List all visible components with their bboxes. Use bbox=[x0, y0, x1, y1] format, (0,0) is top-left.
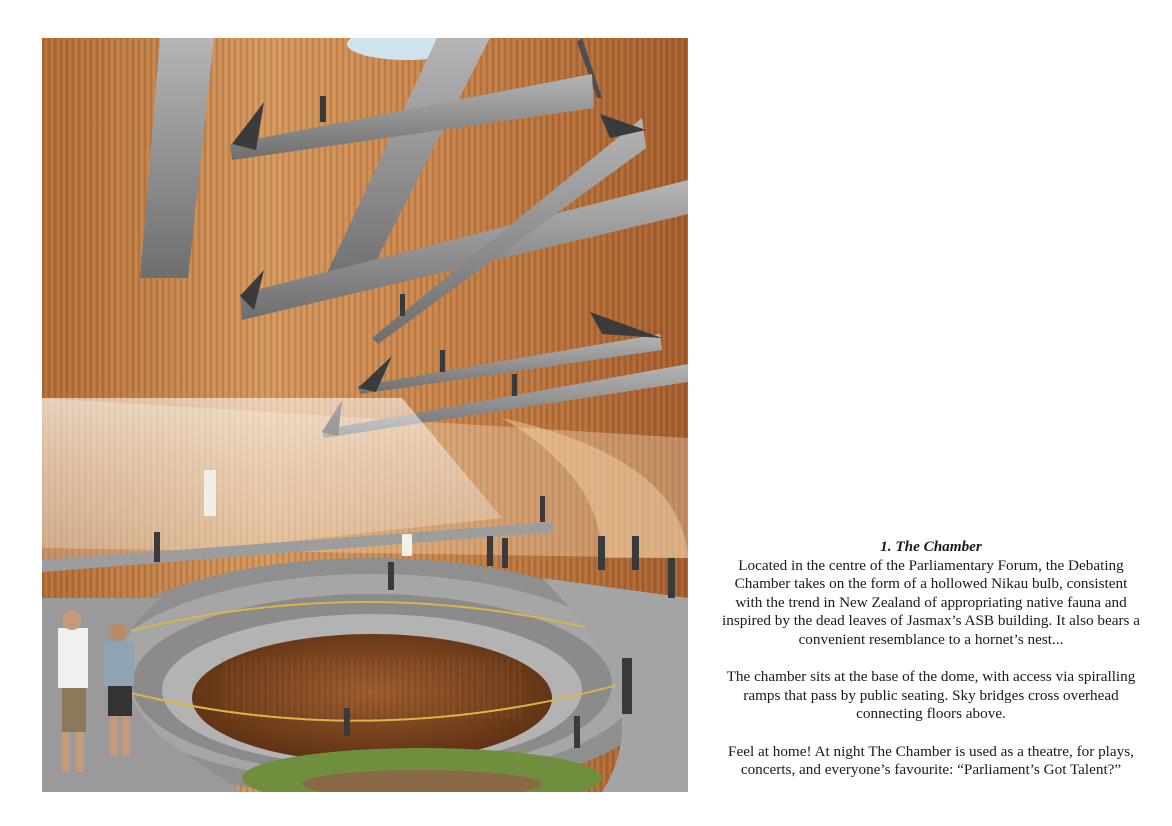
chamber-render-image bbox=[42, 38, 688, 792]
caption-block bbox=[720, 538, 1142, 780]
caption-paragraph-intro: Located in the centre of the Parliamentary Forum, the Debating Chamber takes on the form of a hollowed Nikau bulb, consistent with the trend in New Zealand of appropriating native fauna and inspired by the dead leaves of Jasmax’s ASB building. It also bears a convenient resemblance to a hornet’s nest... bbox=[722, 556, 1140, 648]
caption-paragraph-access: The chamber sits at the base of the dome, with access via spiralling ramps that pass by public seating. Sky bridges cross overhead connecting floors above. bbox=[726, 668, 1136, 723]
section-title: 1. The Chamber bbox=[880, 538, 982, 555]
caption-paragraph-theatre: Feel at home! At night The Chamber is used as a theatre, for plays, concerts, and everyone’s favourite: “Parliament’s Got Talent?” bbox=[728, 742, 1134, 779]
